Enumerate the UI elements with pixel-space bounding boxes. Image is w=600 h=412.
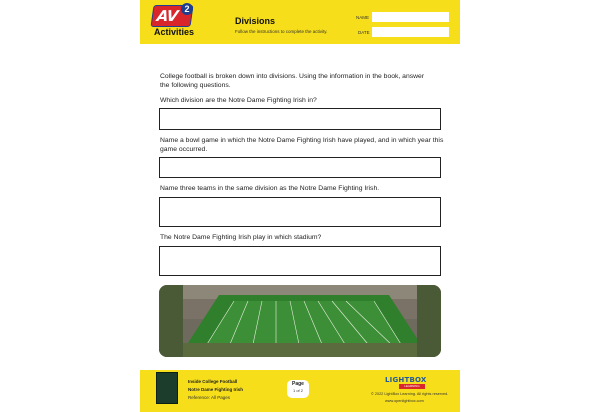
page-subtitle: Follow the instructions to complete the activity.: [235, 29, 328, 34]
page-label: Page: [292, 381, 304, 387]
date-label: DATE: [358, 30, 370, 35]
answer-box-1[interactable]: [159, 108, 441, 130]
stadium-photo: [159, 285, 441, 357]
footer-bar: [140, 370, 460, 412]
question-2: Name a bowl game in which the Notre Dame Fighting Irish have played, and in which year this game occurred.: [160, 137, 444, 153]
page-badge: [287, 380, 309, 398]
page-title: Divisions: [235, 16, 276, 26]
activities-label: Activities: [153, 27, 195, 37]
worksheet: [140, 0, 460, 412]
book-subtitle: Notre Dame Fighting Irish: [188, 387, 244, 392]
reference-text: Reference: All Pages: [188, 395, 231, 400]
name-field[interactable]: [372, 12, 449, 22]
name-label: NAME: [356, 15, 370, 20]
lightbox-logo: LIGHTBOX LEARNING: [385, 376, 427, 388]
av2-logo-superscript: 2: [181, 3, 193, 15]
page-number: 1 of 2: [292, 388, 303, 393]
header-bar: [140, 0, 460, 44]
answer-box-3[interactable]: [159, 197, 441, 227]
book-cover-image: [156, 372, 178, 404]
question-4: The Notre Dame Fighting Irish play in which stadium?: [160, 234, 322, 241]
book-title: Inside College Football: [188, 379, 238, 384]
av2-logo: [148, 5, 200, 39]
answer-box-4[interactable]: [159, 246, 441, 276]
av2-logo-badge: AV: [150, 5, 193, 27]
date-field[interactable]: [372, 27, 449, 37]
copyright-text: © 2022 LightBox Learning. All rights reserved.: [371, 392, 449, 396]
answer-box-2[interactable]: [159, 157, 441, 178]
intro-text: College football is broken down into divisions. Using the information in the book, answer the following questions.: [160, 73, 425, 89]
question-3: Name three teams in the same division as the Notre Dame Fighting Irish.: [160, 185, 380, 192]
question-1: Which division are the Notre Dame Fighting Irish in?: [160, 97, 317, 104]
website-link[interactable]: www.openlightbox.com: [385, 399, 424, 403]
